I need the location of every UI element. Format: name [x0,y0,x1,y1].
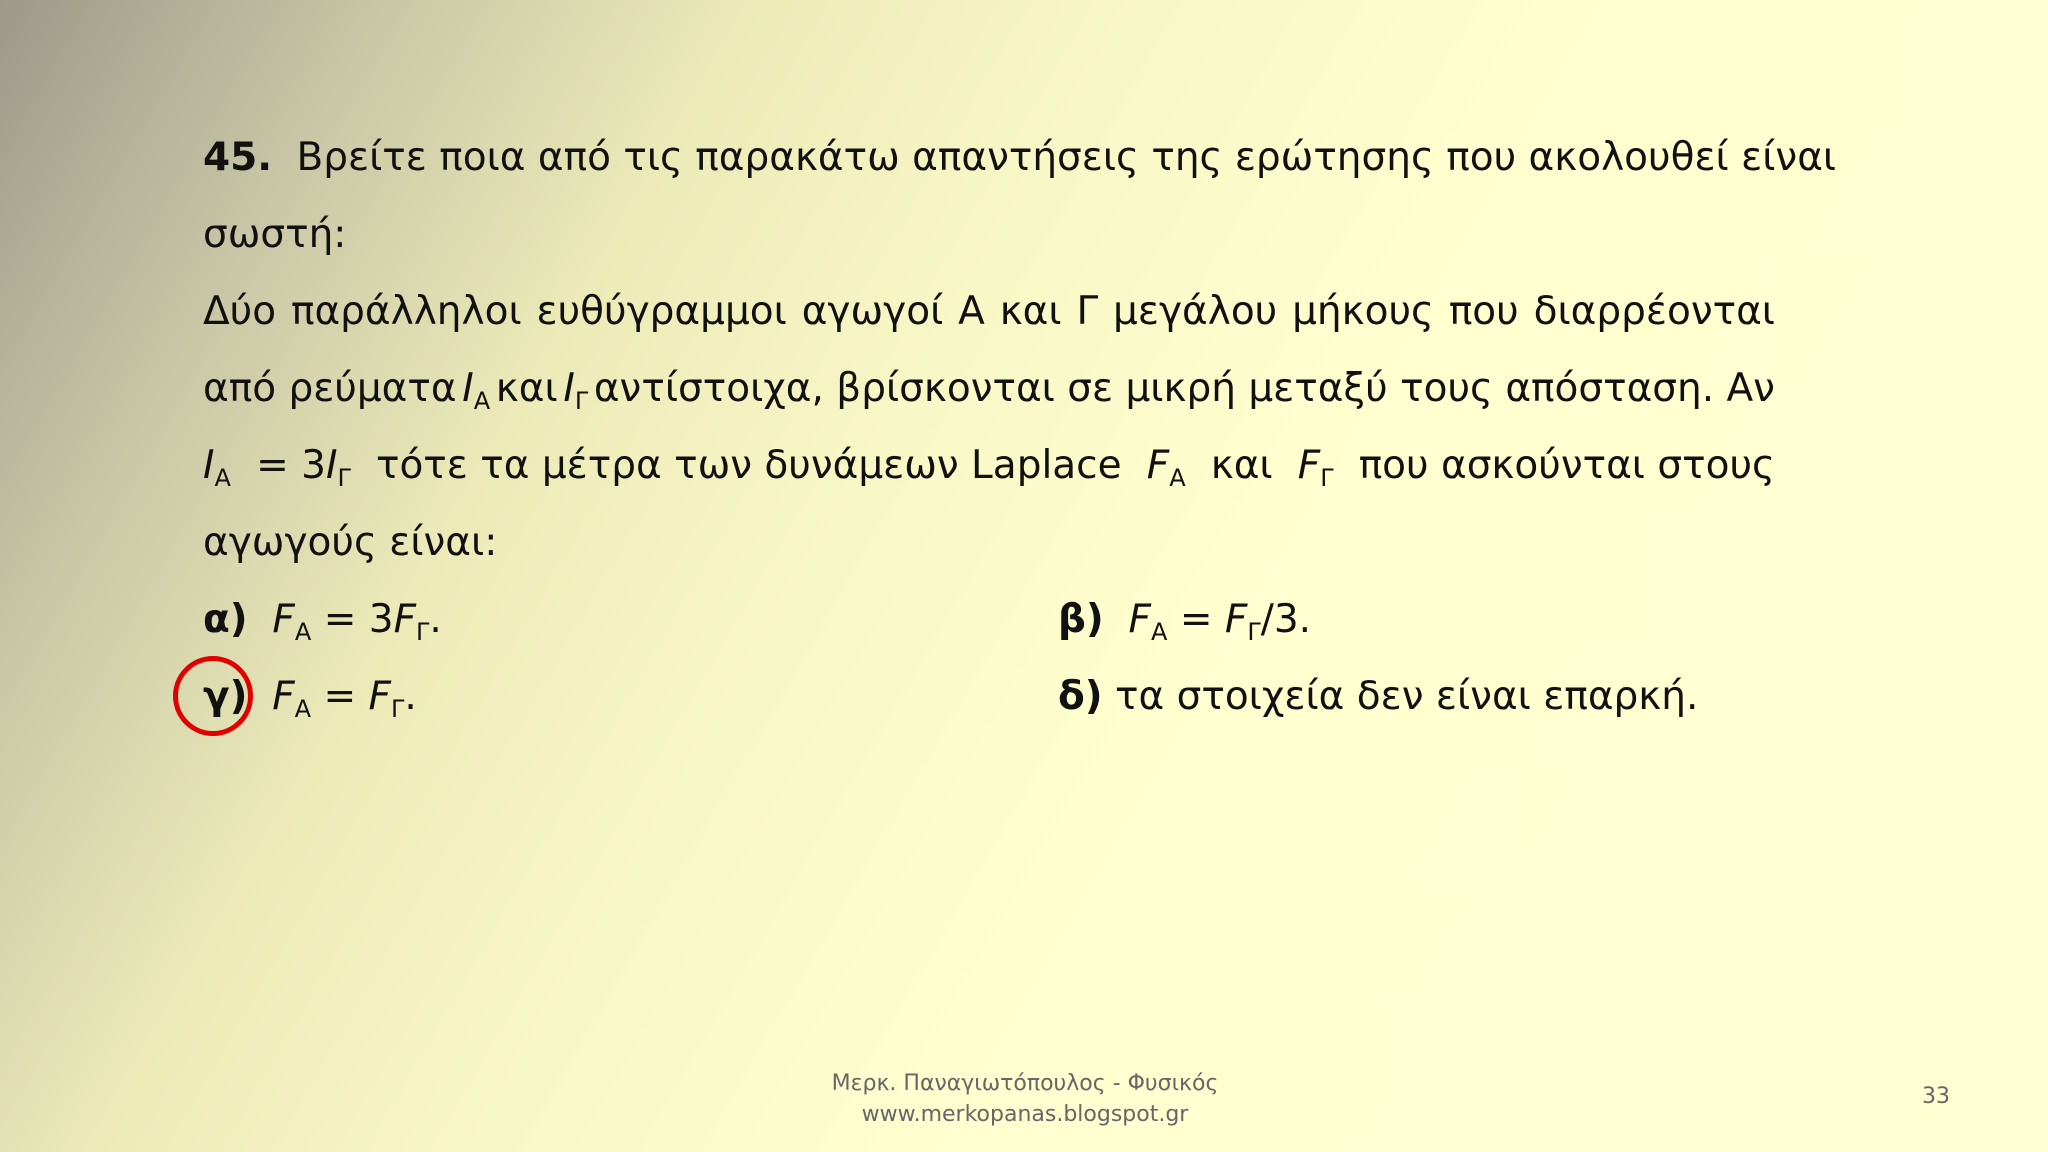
option-c-label: γ) [203,674,248,719]
current-IA-2: $I_A$ [203,443,231,492]
question-body-3d: που ασκούνται στους [1358,443,1775,488]
question-body-3b: τότε τα μέτρα των δυνάμεων Laplace [375,443,1122,488]
option-b-label: β) [1058,597,1104,642]
question-body-2b: και [495,366,558,411]
page-number: 33 [1922,1084,1950,1109]
question-number: 45. [203,135,273,180]
question-body-2a: από ρεύματα [203,366,457,411]
option-d-text: τα στοιχεία δεν είναι επαρκή. [1115,674,1699,719]
question-body-1: Δύο παράλληλοι ευθύγραμμοι αγωγοί Α και Γ μεγάλου μήκους που διαρρέονται [203,289,1775,334]
question-body-3a: = $3I_\Gamma$ [256,443,351,492]
question-line-2 [203,211,1775,259]
footer [760,1068,1290,1130]
question-prompt-end: σωστή: [203,212,347,257]
current-IA: $I_A$ [462,366,491,415]
option-b: β) $F_A = F_\Gamma/3$. [1058,597,1312,646]
question-line-4 [203,365,1775,413]
option-a-label: α) [203,597,248,642]
option-d [1058,673,1698,721]
question-line-5 [203,442,1775,490]
question-body-2c: αντίστοιχα, βρίσκονται σε μικρή μεταξύ τους απόσταση. Αν [593,366,1775,411]
force-FA: $F_A$ [1146,443,1186,492]
option-d-label: δ) [1058,674,1103,719]
current-IG: $I_\Gamma$ [563,366,589,415]
footer-author: Μερκ. Παναγιωτόπουλος - Φυσικός [831,1071,1219,1096]
question-line-3 [203,288,1775,336]
option-c: γ) $F_A = F_\Gamma$. [203,674,417,723]
question-body-3c: και [1210,443,1273,488]
question-body-4: αγωγούς είναι: [203,520,498,565]
question-line-6 [203,519,1775,567]
force-FG: $F_\Gamma$ [1297,443,1334,492]
option-a: α) $F_A = 3F_\Gamma$. [203,597,442,646]
footer-website: www.merkopanas.blogspot.gr [861,1102,1189,1127]
question-line-1 [203,134,1837,182]
question-prompt: Βρείτε ποια από τις παρακάτω απαντήσεις της ερώτησης που ακολουθεί είναι [296,135,1837,180]
